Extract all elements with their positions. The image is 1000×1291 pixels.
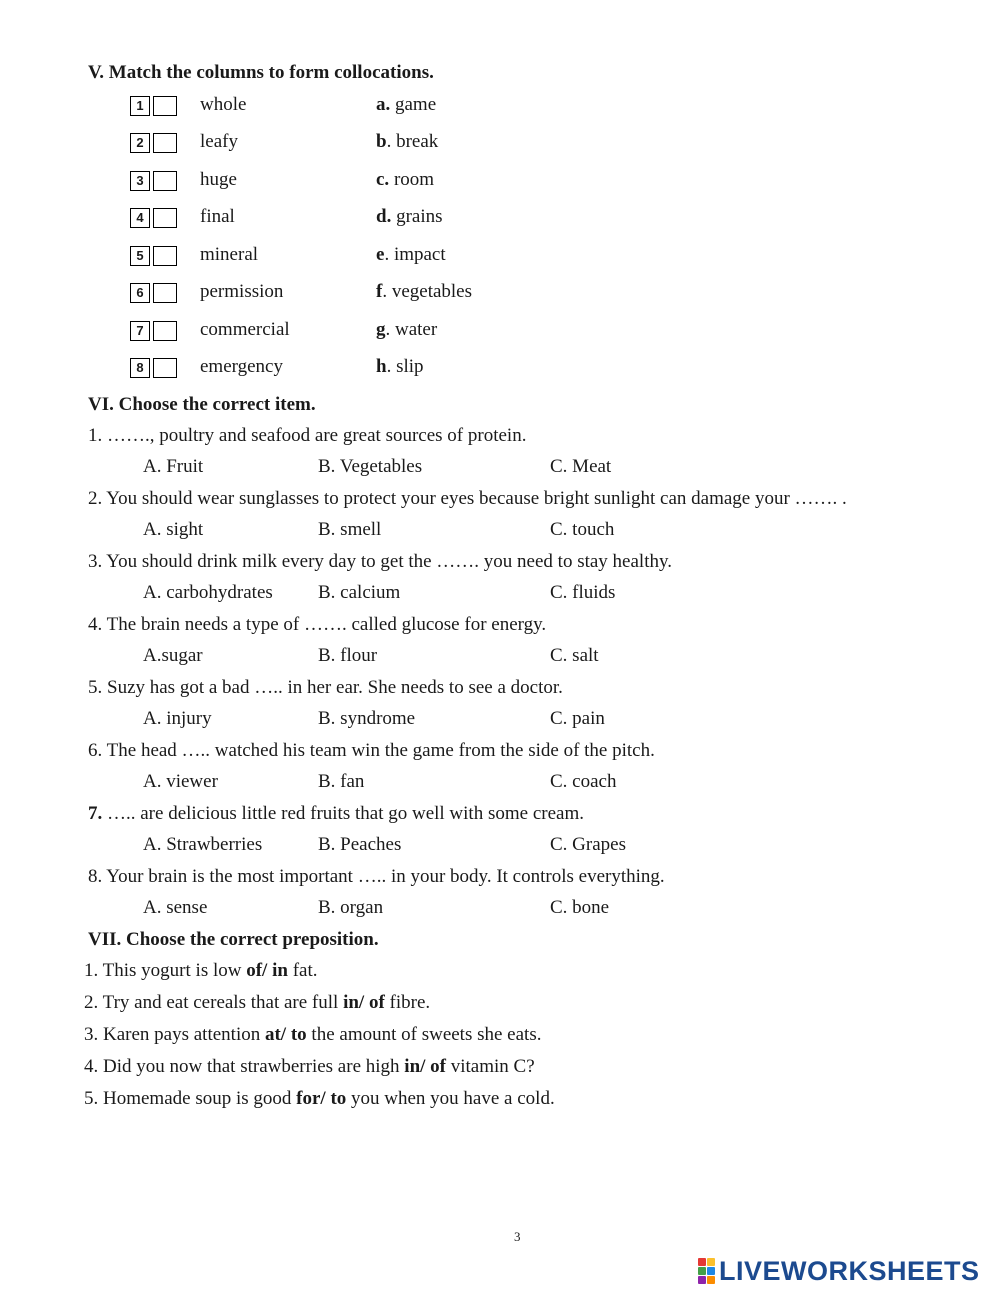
- match-collocation: [376, 356, 424, 378]
- question-number: 7.: [88, 803, 103, 824]
- preposition-option[interactable]: in/: [404, 1056, 426, 1077]
- question-text: 8. Your brain is the most important ….. in your body. It controls everything.: [88, 866, 665, 887]
- question-text: 2. You should wear sunglasses to protect your eyes because bright sunlight can damage your ……. .: [88, 488, 847, 509]
- match-item: grains: [391, 206, 443, 227]
- match-word: huge: [200, 169, 237, 190]
- match-letter: a.: [376, 94, 391, 115]
- option-c[interactable]: C. bone: [550, 897, 610, 918]
- question-text: 4. The brain needs a type of ……. called glucose for energy.: [88, 614, 547, 635]
- section-5-heading: V. Match the columns to form collocations.: [88, 62, 434, 83]
- match-item: . slip: [386, 356, 424, 377]
- preposition-option[interactable]: of: [430, 1056, 446, 1077]
- option-b[interactable]: B. smell: [318, 519, 382, 540]
- match-row: [0, 321, 1000, 351]
- option-b[interactable]: B. Peaches: [318, 834, 402, 855]
- match-word: leafy: [200, 131, 238, 152]
- match-number: 2: [130, 133, 150, 153]
- match-row: [0, 171, 1000, 201]
- preposition-item: 2. Try and eat cereals that are full in/ of fibre.: [84, 992, 431, 1013]
- logo-tile-icon: [707, 1258, 715, 1266]
- option-c[interactable]: C. pain: [550, 708, 605, 729]
- match-collocation: [376, 94, 436, 116]
- match-answer-box[interactable]: [153, 246, 177, 266]
- preposition-option[interactable]: of/: [246, 960, 268, 981]
- match-letter: h: [376, 356, 387, 377]
- question-text: 6. The head ….. watched his team win the game from the side of the pitch.: [88, 740, 655, 761]
- preposition-item: 5. Homemade soup is good for/ to you when you have a cold.: [84, 1088, 555, 1109]
- logo-tile-icon: [698, 1276, 706, 1284]
- match-item: . water: [385, 319, 438, 340]
- option-c[interactable]: C. coach: [550, 771, 617, 792]
- preposition-item: 3. Karen pays attention at/ to the amount of sweets she eats.: [84, 1024, 542, 1045]
- option-a[interactable]: A. sight: [143, 519, 204, 540]
- match-letter: g: [376, 319, 386, 340]
- preposition-option[interactable]: to: [290, 1024, 307, 1045]
- match-collocation: [376, 319, 437, 341]
- match-collocation: [376, 169, 434, 191]
- preposition-option[interactable]: in/: [343, 992, 365, 1013]
- question-text: 3. You should drink milk every day to get the ……. you need to stay healthy.: [88, 551, 672, 572]
- match-collocation: [376, 206, 443, 228]
- option-a[interactable]: A. sense: [143, 897, 208, 918]
- match-letter: e: [376, 244, 385, 265]
- match-item: . break: [386, 131, 439, 152]
- match-item: game: [390, 94, 437, 115]
- option-a[interactable]: A. Fruit: [143, 456, 204, 477]
- option-a[interactable]: A. viewer: [143, 771, 218, 792]
- preposition-option[interactable]: at/: [264, 1024, 287, 1045]
- logo-tile-icon: [707, 1276, 715, 1284]
- match-number: 8: [130, 358, 150, 378]
- option-b[interactable]: B. syndrome: [318, 708, 416, 729]
- match-letter: b: [376, 131, 387, 152]
- match-word: whole: [200, 94, 247, 115]
- match-word: final: [200, 206, 235, 227]
- preposition-option[interactable]: to: [330, 1088, 347, 1109]
- page-number: 3: [514, 1229, 521, 1244]
- option-c[interactable]: C. Grapes: [550, 834, 626, 855]
- match-collocation: [376, 281, 472, 303]
- match-answer-box[interactable]: [153, 171, 177, 191]
- option-a[interactable]: A.sugar: [143, 645, 203, 666]
- preposition-option[interactable]: in: [272, 960, 288, 981]
- match-word: commercial: [200, 319, 290, 340]
- preposition-item: 1. This yogurt is low of/ in fat.: [84, 960, 318, 981]
- match-row: [0, 133, 1000, 163]
- preposition-item: 4. Did you now that strawberries are high in/ of vitamin C?: [84, 1056, 535, 1077]
- option-c[interactable]: C. touch: [550, 519, 615, 540]
- match-number: 3: [130, 171, 150, 191]
- option-c[interactable]: C. fluids: [550, 582, 616, 603]
- match-number: 7: [130, 321, 150, 341]
- logo-tile-icon: [707, 1267, 715, 1275]
- option-c[interactable]: C. salt: [550, 645, 599, 666]
- option-b[interactable]: B. organ: [318, 897, 384, 918]
- match-collocation: [376, 131, 438, 153]
- liveworksheets-icon: [698, 1258, 715, 1284]
- match-item: room: [389, 169, 435, 190]
- option-a[interactable]: A. Strawberries: [143, 834, 263, 855]
- question-text: 7. ….. are delicious little red fruits that go well with some cream.: [88, 803, 584, 824]
- match-letter: f: [376, 281, 383, 302]
- match-number: 5: [130, 246, 150, 266]
- preposition-option[interactable]: for/: [296, 1088, 326, 1109]
- preposition-option[interactable]: of: [368, 992, 385, 1013]
- match-answer-box[interactable]: [153, 321, 177, 341]
- section-7-heading: VII. Choose the correct preposition.: [88, 929, 379, 950]
- match-row: [0, 96, 1000, 126]
- match-letter: c.: [376, 169, 390, 190]
- match-answer-box[interactable]: [153, 208, 177, 228]
- section-6-heading: VI. Choose the correct item.: [88, 394, 316, 415]
- option-b[interactable]: B. fan: [318, 771, 365, 792]
- match-collocation: [376, 244, 446, 266]
- option-b[interactable]: B. Vegetables: [318, 456, 423, 477]
- match-row: [0, 358, 1000, 388]
- option-b[interactable]: B. flour: [318, 645, 378, 666]
- match-word: permission: [200, 281, 284, 302]
- match-answer-box[interactable]: [153, 283, 177, 303]
- match-number: 1: [130, 96, 150, 116]
- match-row: [0, 246, 1000, 276]
- logo-tile-icon: [698, 1258, 706, 1266]
- match-row: [0, 208, 1000, 238]
- question-text: 5. Suzy has got a bad ….. in her ear. She needs to see a doctor.: [88, 677, 563, 698]
- liveworksheets-logo: [698, 1256, 980, 1286]
- match-item: . vegetables: [382, 281, 473, 302]
- match-answer-box[interactable]: [153, 133, 177, 153]
- match-answer-box[interactable]: [153, 96, 177, 116]
- match-answer-box[interactable]: [153, 358, 177, 378]
- brand-text: LIVEWORKSHEETS: [719, 1255, 980, 1286]
- match-number: 6: [130, 283, 150, 303]
- question-text: 1. ……., poultry and seafood are great sources of protein.: [88, 425, 527, 446]
- match-word: emergency: [200, 356, 283, 377]
- match-letter: d.: [376, 206, 392, 227]
- match-number: 4: [130, 208, 150, 228]
- option-c[interactable]: C. Meat: [550, 456, 612, 477]
- logo-tile-icon: [698, 1267, 706, 1275]
- option-a[interactable]: A. carbohydrates: [143, 582, 273, 603]
- match-row: [0, 283, 1000, 313]
- option-a[interactable]: A. injury: [143, 708, 212, 729]
- option-b[interactable]: B. calcium: [318, 582, 401, 603]
- match-word: mineral: [200, 244, 259, 265]
- match-item: . impact: [384, 244, 446, 265]
